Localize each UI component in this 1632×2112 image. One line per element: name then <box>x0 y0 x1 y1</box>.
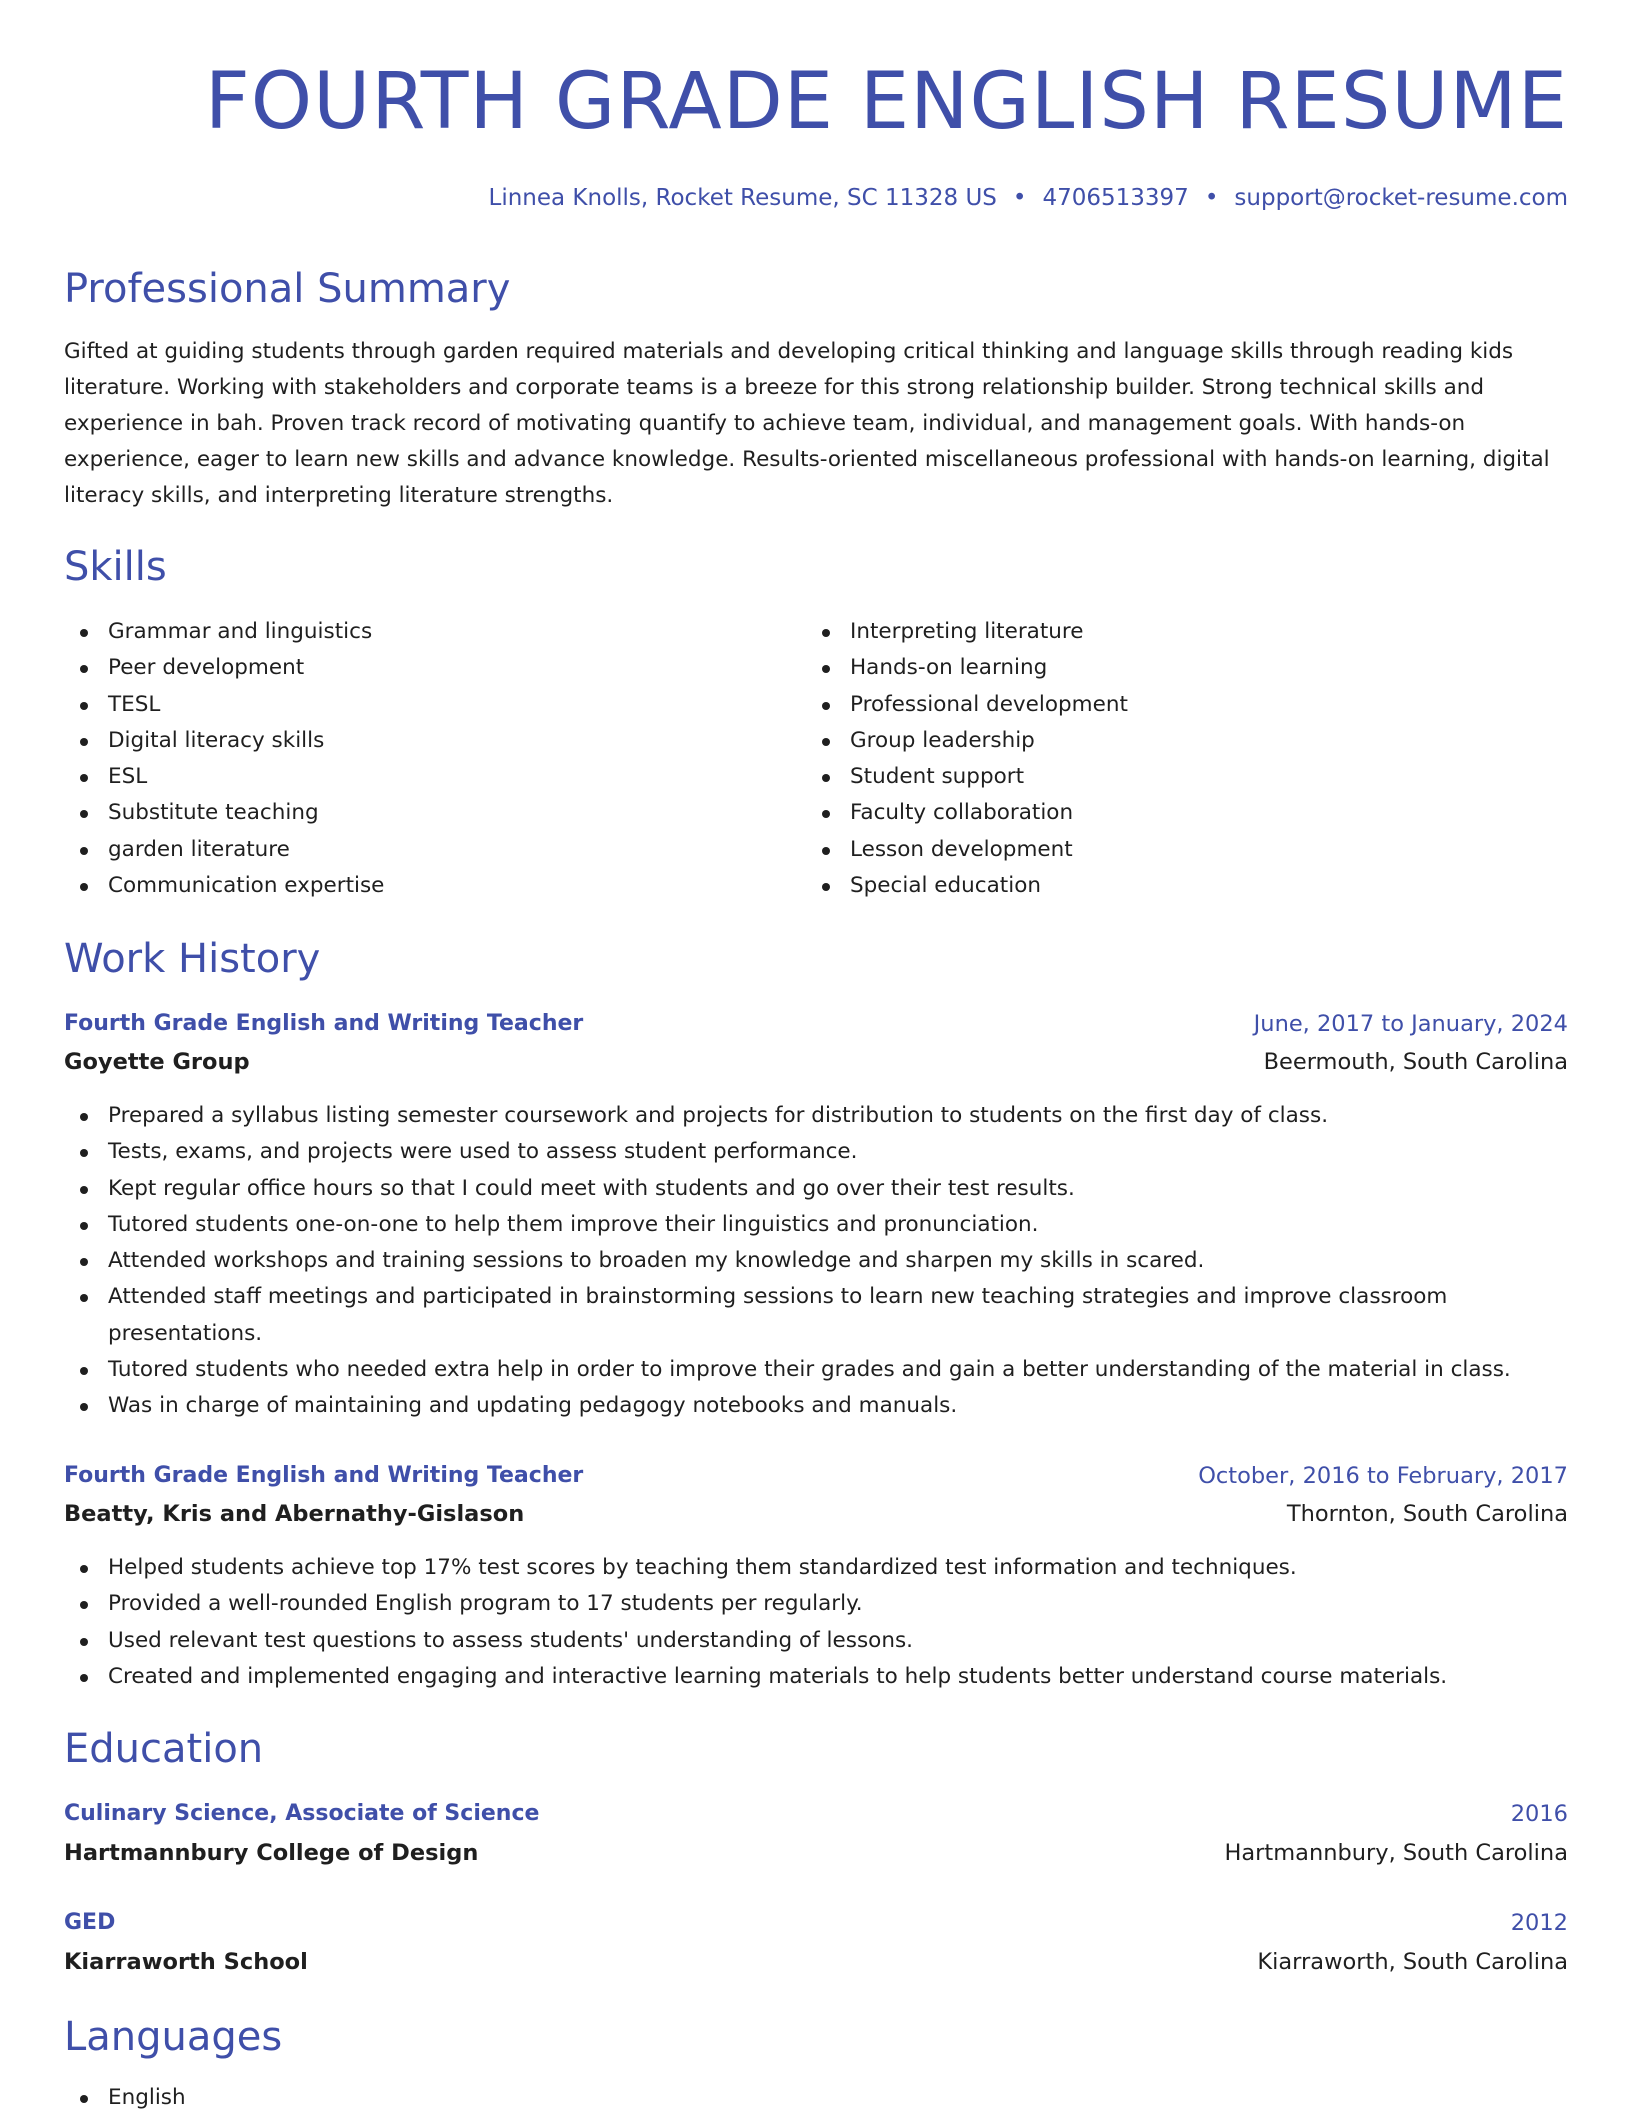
job-company: Beatty, Kris and Abernathy-Gislason <box>64 1501 525 1527</box>
job-bullets <box>64 1550 1568 1695</box>
education-school: Hartmannbury College of Design <box>64 1840 479 1866</box>
skill-item: Peer development <box>64 650 764 686</box>
education-location: Kiarraworth, South Carolina <box>1257 1949 1568 1975</box>
skill-item: Group leadership <box>806 723 1506 759</box>
job-company: Goyette Group <box>64 1049 250 1075</box>
job-bullet: Helped students achieve top 17% test scores by teaching them standardized test information and techniques. <box>64 1550 1568 1586</box>
contact-separator: • <box>1012 185 1027 211</box>
skill-item: Digital literacy skills <box>64 723 764 759</box>
section-title-work: Work History <box>64 936 321 982</box>
job-location: Beermouth, South Carolina <box>1263 1049 1568 1075</box>
skill-item: Substitute teaching <box>64 795 764 831</box>
skills-list-right <box>806 614 1506 904</box>
skill-item: Interpreting literature <box>806 614 1506 650</box>
job-bullet: Attended staff meetings and participated in brainstorming sessions to learn new teaching strategies and improve classroom presentations. <box>64 1279 1568 1352</box>
skill-item: garden literature <box>64 832 764 868</box>
section-title-education: Education <box>64 1726 264 1772</box>
contact-separator: • <box>1204 185 1219 211</box>
job-bullet: Created and implemented engaging and interactive learning materials to help students better understand course materials. <box>64 1659 1568 1695</box>
skill-item: Grammar and linguistics <box>64 614 764 650</box>
job-bullets <box>64 1098 1568 1425</box>
resume-title: FOURTH GRADE ENGLISH RESUME <box>204 57 1568 147</box>
job-dates: June, 2017 to January, 2024 <box>1253 1011 1568 1037</box>
contact-address: Linnea Knolls, Rocket Resume, SC 11328 US <box>488 185 997 211</box>
skill-item: Hands-on learning <box>806 650 1506 686</box>
skill-item: Faculty collaboration <box>806 795 1506 831</box>
job-bullet: Tutored students one-on-one to help them improve their linguistics and pronunciation. <box>64 1207 1568 1243</box>
education-year: 2012 <box>1510 1910 1568 1936</box>
job-title: Fourth Grade English and Writing Teacher <box>64 1463 584 1488</box>
job-location: Thornton, South Carolina <box>1286 1501 1568 1527</box>
skill-item: Communication expertise <box>64 868 764 904</box>
job-bullet: Prepared a syllabus listing semester coursework and projects for distribution to students on the first day of class. <box>64 1098 1568 1134</box>
skill-item: Professional development <box>806 687 1506 723</box>
education-school-row <box>64 1834 1568 1872</box>
job-bullet: Used relevant test questions to assess students' understanding of lessons. <box>64 1623 1568 1659</box>
section-title-languages: Languages <box>64 2014 283 2060</box>
education-school-row <box>64 1943 1568 1981</box>
skill-item: Lesson development <box>806 832 1506 868</box>
contact-phone[interactable]: 4706513397 <box>1042 185 1189 211</box>
education-school: Kiarraworth School <box>64 1949 308 1975</box>
contact-line <box>489 178 1569 218</box>
education-header <box>64 1795 1568 1833</box>
skill-item: TESL <box>64 687 764 723</box>
job-bullet: Attended workshops and training sessions to broaden my knowledge and sharpen my skills in scared. <box>64 1243 1568 1279</box>
skill-item: Student support <box>806 759 1506 795</box>
job-bullet: Tests, exams, and projects were used to assess student performance. <box>64 1134 1568 1170</box>
job-bullet: Was in charge of maintaining and updating pedagogy notebooks and manuals. <box>64 1388 1568 1424</box>
education-degree: Culinary Science, Associate of Science <box>64 1801 540 1826</box>
job-bullet: Kept regular office hours so that I could meet with students and go over their test results. <box>64 1171 1568 1207</box>
education-header <box>64 1904 1568 1942</box>
education-location: Hartmannbury, South Carolina <box>1224 1840 1568 1866</box>
job-company-row <box>64 1043 1568 1081</box>
job-bullet: Provided a well-rounded English program to 17 students per regularly. <box>64 1586 1568 1622</box>
job-title: Fourth Grade English and Writing Teacher <box>64 1011 584 1036</box>
job-header <box>64 1005 1568 1043</box>
education-year: 2016 <box>1510 1801 1568 1827</box>
summary-text: Gifted at guiding students through garden required materials and developing critical thinking and language skills through reading kids literature. Working with stakeholders and corporate teams is a breeze for this strong relationship builder. Strong technical skills and experience in bah. Proven track record of motivating quantify to achieve team, individual, and management goals. With hands-on experience, eager to learn new skills and advance knowledge. Results-oriented miscellaneous professional with hands-on learning, digital literacy skills, and interpreting literature strengths. <box>64 339 1550 508</box>
skill-item: Special education <box>806 868 1506 904</box>
skills-list-left <box>64 614 764 904</box>
section-title-skills: Skills <box>64 544 167 590</box>
language-item: English <box>64 2080 764 2112</box>
contact-email[interactable]: support@rocket-resume.com <box>1234 185 1568 211</box>
job-bullet: Tutored students who needed extra help in order to improve their grades and gain a better understanding of the material in class. <box>64 1352 1568 1388</box>
job-company-row <box>64 1495 1568 1533</box>
job-header <box>64 1457 1568 1495</box>
job-dates: October, 2016 to February, 2017 <box>1198 1463 1568 1489</box>
section-title-summary: Professional Summary <box>64 266 511 312</box>
skill-item: ESL <box>64 759 764 795</box>
education-degree: GED <box>64 1910 116 1935</box>
languages-list <box>64 2080 764 2112</box>
